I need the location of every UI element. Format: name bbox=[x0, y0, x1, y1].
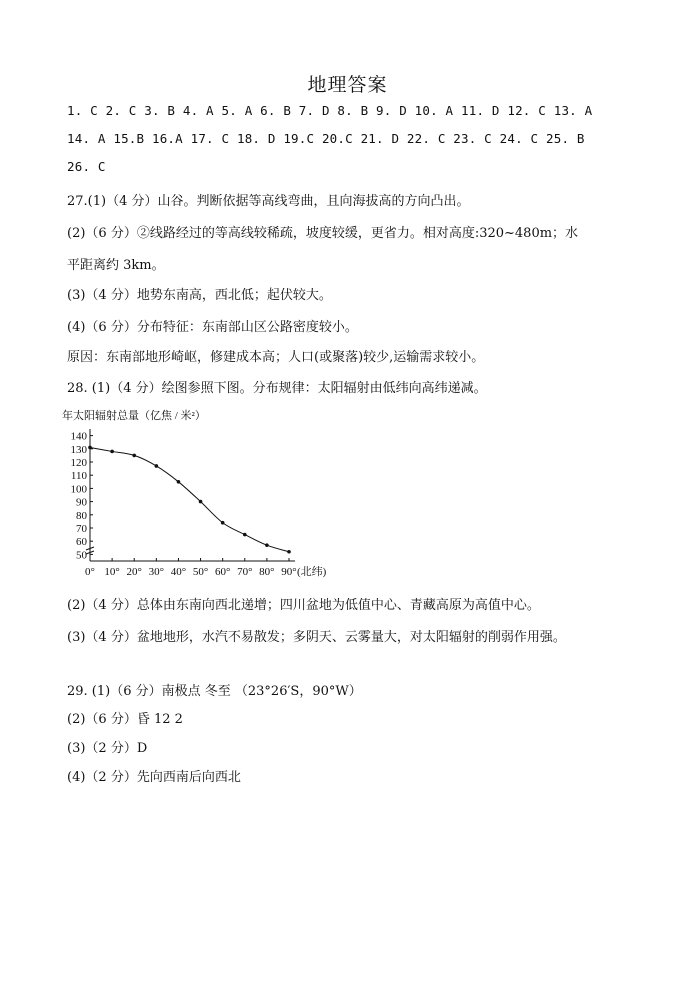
chart-y-tick-label: 80 bbox=[76, 509, 87, 522]
chart-y-tick-label: 60 bbox=[76, 536, 87, 549]
chart-x-tick-label: 50° bbox=[192, 566, 209, 578]
chart-svg bbox=[62, 405, 362, 585]
q27-part3: (3)（4 分）地势东南高，西北低；起伏较大。 bbox=[67, 288, 332, 303]
q29-part2: (2)（6 分）昏 12 2 bbox=[67, 712, 183, 727]
q28-part1: 28. (1)（4 分）绘图参照下图。分布规律：太阳辐射由低纬向高纬递减。 bbox=[67, 381, 487, 396]
chart-x-tick-label: 70° bbox=[237, 566, 253, 578]
chart-y-axis-title: 年太阳辐射总量（亿焦 / 米²） bbox=[62, 410, 206, 422]
page-title: 地理答案 bbox=[307, 74, 388, 96]
chart-y-tick-label: 50 bbox=[76, 549, 87, 562]
chart-axes bbox=[86, 429, 295, 561]
chart-y-tick-label: 130 bbox=[70, 443, 87, 456]
chart-point bbox=[221, 521, 225, 525]
chart-y-tick-label: 140 bbox=[70, 430, 87, 443]
chart-x-tick-label: 60° bbox=[214, 566, 231, 578]
chart-x-tick-label: 40° bbox=[170, 566, 187, 578]
chart-point bbox=[177, 480, 181, 484]
q27-part2-cont: 平距离约 3km。 bbox=[67, 258, 165, 273]
chart-x-tick-label: 0° bbox=[85, 566, 95, 578]
chart-point bbox=[287, 550, 291, 554]
q29-part3: (3)（2 分）D bbox=[67, 741, 148, 756]
chart-point bbox=[243, 533, 247, 537]
chart-y-tick-label: 100 bbox=[70, 483, 87, 496]
chart-y-tick-label: 110 bbox=[70, 470, 87, 483]
chart-series-line bbox=[90, 447, 289, 551]
answer-row-1: 1. C 2. C 3. B 4. A 5. A 6. B 7. D 8. B 9. D 10. A 11. D 12. C 13. A bbox=[67, 103, 593, 118]
chart-x-tick-label: 30° bbox=[148, 566, 165, 578]
q27-part2: (2)（6 分）②线路经过的等高线较稀疏，坡度较缓，更省力。相对高度:320~480m；水 bbox=[67, 226, 579, 241]
chart-point bbox=[155, 464, 159, 468]
q27-part1: 27.(1)（4 分）山谷。判断依据等高线弯曲，且向海拔高的方向凸出。 bbox=[67, 194, 470, 209]
chart-x-axis-title: (北纬) bbox=[297, 566, 327, 578]
q29-part1: 29. (1)（6 分）南极点 冬至 （23°26′S，90°W） bbox=[67, 684, 362, 699]
chart-point bbox=[88, 446, 92, 450]
q27-part4: (4)（6 分）分布特征：东南部山区公路密度较小。 bbox=[67, 320, 358, 335]
chart-y-tick-label: 70 bbox=[76, 523, 87, 535]
q28-part2: (2)（4 分）总体由东南向西北递增；四川盆地为低值中心、青藏高原为高值中心。 bbox=[67, 598, 540, 613]
chart-point bbox=[265, 543, 269, 547]
chart-x-tick-label: 80° bbox=[259, 566, 275, 578]
chart-ticks bbox=[71, 431, 297, 578]
q28-part3: (3)（4 分）盆地地形，水汽不易散发；多阴天、云雾量大，对太阳辐射的削弱作用强。 bbox=[67, 630, 566, 645]
chart-x-tick-label: 10° bbox=[104, 566, 120, 578]
q29-part4: (4)（2 分）先向西南后向西北 bbox=[67, 770, 241, 785]
answer-row-2: 14. A 15.B 16.A 17. C 18. D 19.C 20.C 21. D 22. C 23. C 24. C 25. B bbox=[67, 131, 585, 146]
q27-part4-reason: 原因：东南部地形崎岖，修建成本高；人口(或聚落)较少,运输需求较小。 bbox=[67, 350, 485, 365]
chart-x-tick-label: 20° bbox=[126, 566, 142, 578]
answer-row-3: 26. C bbox=[67, 159, 106, 174]
chart-y-tick-label: 120 bbox=[70, 457, 87, 469]
chart-point bbox=[110, 450, 114, 454]
chart-points bbox=[88, 446, 291, 554]
chart-y-tick-label: 90 bbox=[76, 496, 87, 509]
chart-point bbox=[199, 500, 203, 504]
chart-x-tick-label: 90° bbox=[281, 566, 297, 578]
chart-point bbox=[132, 454, 136, 458]
solar-radiation-chart bbox=[62, 405, 362, 585]
